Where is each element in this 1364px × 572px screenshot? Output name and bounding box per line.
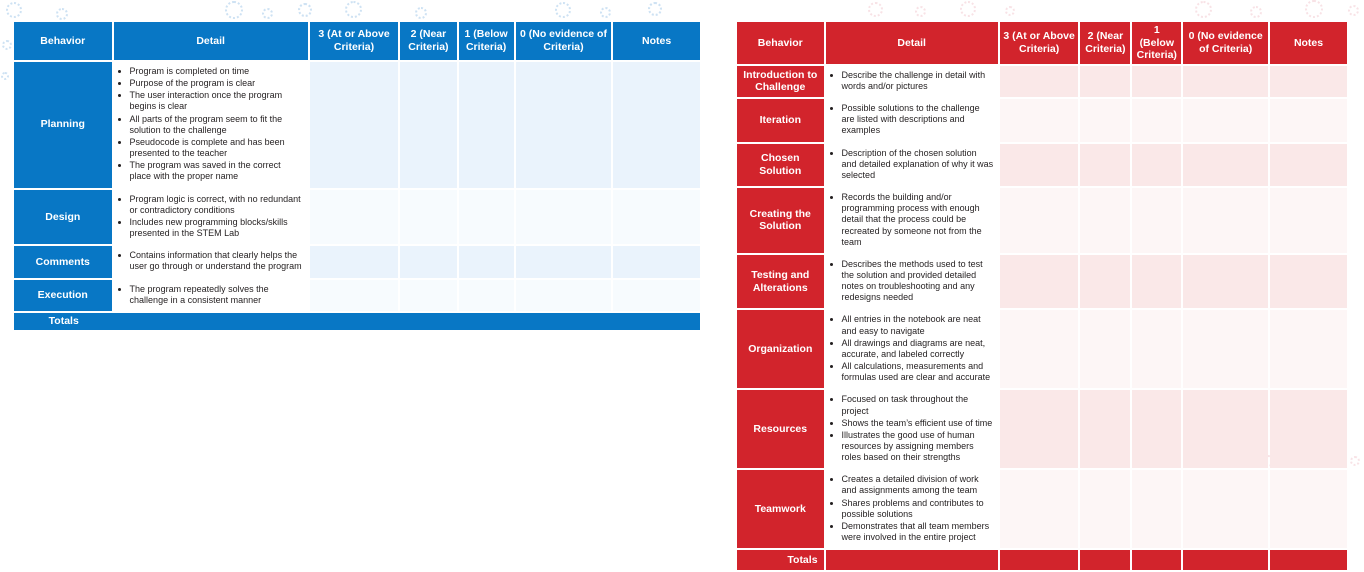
score-0-cell — [1183, 99, 1268, 141]
score-0-cell — [1183, 188, 1268, 253]
table-row-design — [14, 190, 700, 245]
score-1-cell — [1132, 144, 1181, 186]
column-header-score-1: 1 (Below Criteria) — [1132, 22, 1181, 64]
column-header-score-3: 3 (At or Above Criteria) — [1000, 22, 1079, 64]
notes-cell — [613, 62, 700, 188]
score-3-cell — [1000, 144, 1079, 186]
table-row-comments — [14, 246, 700, 277]
detail-bullets: • Focused on task throughout the project • Shows the team’s efficient use of time • Illustrates the good use of human resources by assigning members roles based on their strengths — [826, 390, 998, 468]
table-row-teamwork — [737, 470, 1347, 548]
score-2-cell — [400, 190, 456, 245]
score-3-cell — [310, 280, 399, 311]
column-header-detail: Detail — [826, 22, 998, 64]
score-3-cell — [310, 62, 399, 188]
gear-decoration-icon — [2, 40, 12, 50]
totals-notes-cell — [1270, 550, 1347, 570]
score-0-cell — [516, 246, 612, 277]
detail-cell — [114, 280, 308, 311]
detail-cell — [114, 190, 308, 245]
behavior-cell: Resources — [737, 390, 824, 468]
gear-decoration-icon — [1005, 6, 1015, 16]
gear-decoration-icon — [1195, 1, 1212, 18]
score-3-cell — [1000, 188, 1079, 253]
totals-detail-cell — [826, 550, 998, 570]
detail-bullets: • Describe the challenge in detail with words and/or pictures — [826, 66, 998, 97]
score-1-cell — [1132, 66, 1181, 97]
table-row-resources — [737, 390, 1347, 468]
score-2-cell — [1080, 99, 1130, 141]
score-0-cell — [1183, 310, 1268, 388]
detail-cell — [826, 99, 998, 141]
coding-rubric-table — [14, 22, 700, 330]
detail-cell — [826, 66, 998, 97]
behavior-cell: Introduction to Challenge — [737, 66, 824, 97]
behavior-cell: Comments — [14, 246, 112, 277]
detail-bullets: • Records the building and/or programming process with enough detail that the process could be recreated by someone not from the team — [826, 188, 998, 253]
column-header-notes: Notes — [1270, 22, 1347, 64]
behavior-cell: Testing and Alterations — [737, 255, 824, 309]
column-header-behavior: Behavior — [737, 22, 824, 64]
score-2-cell — [400, 62, 456, 188]
detail-bullets: • Contains information that clearly helps the user go through or understand the program — [114, 246, 308, 277]
score-3-cell — [1000, 99, 1079, 141]
detail-bullets: • Describes the methods used to test the solution and provided detailed notes on troubleshooting and any redesigns needed — [826, 255, 998, 309]
column-header-notes: Notes — [613, 22, 700, 60]
score-2-cell — [1080, 66, 1130, 97]
gear-decoration-icon — [868, 2, 883, 17]
behavior-cell: Iteration — [737, 99, 824, 141]
score-1-cell — [1132, 390, 1181, 468]
score-0-cell — [1183, 390, 1268, 468]
score-0-cell — [1183, 255, 1268, 309]
table-row-execution — [14, 280, 700, 311]
column-header-score-0: 0 (No evidence of Criteria) — [1183, 22, 1268, 64]
notes-cell — [1270, 470, 1347, 548]
score-2-cell — [1080, 255, 1130, 309]
gear-decoration-icon — [1350, 456, 1360, 466]
detail-cell — [826, 390, 998, 468]
detail-cell — [826, 310, 998, 388]
score-0-cell — [1183, 470, 1268, 548]
detail-bullets: • Creates a detailed division of work and assignments among the team • Shares problems and contributes to possible solutions • Demonstrates that all team members were involved in the entire project — [826, 470, 998, 548]
column-header-score-0: 0 (No evidence of Criteria) — [516, 22, 612, 60]
column-header-score-3: 3 (At or Above Criteria) — [310, 22, 399, 60]
detail-cell — [826, 188, 998, 253]
behavior-cell: Creating the Solution — [737, 188, 824, 253]
behavior-cell: Planning — [14, 62, 112, 188]
header-row — [737, 22, 1347, 64]
column-header-score-2: 2 (Near Criteria) — [1080, 22, 1130, 64]
score-0-cell — [516, 62, 612, 188]
score-1-cell — [459, 246, 514, 277]
score-2-cell — [1080, 188, 1130, 253]
score-0-cell — [1183, 66, 1268, 97]
column-header-behavior: Behavior — [14, 22, 112, 60]
notes-cell — [1270, 188, 1347, 253]
gear-decoration-icon — [600, 7, 611, 18]
table-row-organization — [737, 310, 1347, 388]
score-3-cell — [1000, 390, 1079, 468]
score-3-cell — [1000, 470, 1079, 548]
gear-decoration-icon — [415, 7, 427, 19]
score-2-cell — [1080, 390, 1130, 468]
totals-label: Totals — [737, 550, 824, 570]
notes-cell — [1270, 99, 1347, 141]
totals-score-0-cell — [1183, 550, 1268, 570]
detail-bullets: • The program repeatedly solves the challenge in a consistent manner — [114, 280, 308, 311]
score-2-cell — [400, 246, 456, 277]
score-2-cell — [1080, 144, 1130, 186]
score-2-cell — [1080, 470, 1130, 548]
score-0-cell — [516, 190, 612, 245]
totals-label: Totals — [48, 315, 79, 328]
score-1-cell — [1132, 99, 1181, 141]
notes-cell — [1270, 144, 1347, 186]
gear-decoration-icon — [1250, 6, 1262, 18]
score-1-cell — [459, 190, 514, 245]
gear-decoration-icon — [298, 3, 312, 17]
table-row-creating-the-solution — [737, 188, 1347, 253]
score-3-cell — [1000, 255, 1079, 309]
gear-decoration-icon — [262, 8, 273, 19]
gear-decoration-icon — [555, 2, 571, 18]
behavior-cell: Design — [14, 190, 112, 245]
score-2-cell — [1080, 310, 1130, 388]
notes-cell — [1270, 390, 1347, 468]
score-3-cell — [1000, 310, 1079, 388]
notes-cell — [1270, 255, 1347, 309]
gear-decoration-icon — [648, 2, 662, 16]
notes-cell — [613, 190, 700, 245]
gear-decoration-icon — [915, 6, 926, 17]
detail-cell — [826, 144, 998, 186]
notes-cell — [613, 280, 700, 311]
table-row-introduction-to-challenge — [737, 66, 1347, 97]
totals-row — [14, 313, 700, 330]
notes-cell — [1270, 66, 1347, 97]
score-1-cell — [459, 62, 514, 188]
score-0-cell — [516, 280, 612, 311]
score-1-cell — [1132, 470, 1181, 548]
totals-score-2-cell — [1080, 550, 1130, 570]
detail-cell — [114, 62, 308, 188]
notes-cell — [1270, 310, 1347, 388]
behavior-cell: Teamwork — [737, 470, 824, 548]
score-3-cell — [310, 190, 399, 245]
notes-cell — [613, 246, 700, 277]
score-3-cell — [310, 246, 399, 277]
detail-cell — [826, 255, 998, 309]
behavior-cell: Organization — [737, 310, 824, 388]
table-row-iteration — [737, 99, 1347, 141]
table-row-testing-and-alterations — [737, 255, 1347, 309]
gear-decoration-icon — [960, 1, 976, 17]
detail-bullets: • Program logic is correct, with no redundant or contradictory conditions • Includes new programming blocks/skills presented in the STEM Lab — [114, 190, 308, 245]
gear-decoration-icon — [1305, 0, 1323, 18]
score-2-cell — [400, 280, 456, 311]
table-row-chosen-solution — [737, 144, 1347, 186]
totals-row — [737, 550, 1347, 570]
gear-decoration-icon — [1348, 5, 1359, 16]
score-3-cell — [1000, 66, 1079, 97]
score-1-cell — [1132, 310, 1181, 388]
column-header-score-2: 2 (Near Criteria) — [400, 22, 456, 60]
table-row-planning — [14, 62, 700, 188]
detail-bullets: • Possible solutions to the challenge are listed with descriptions and examples — [826, 99, 998, 141]
score-0-cell — [1183, 144, 1268, 186]
detail-bullets: • All entries in the notebook are neat and easy to navigate • All drawings and diagrams are neat, accurate, and labeled correctly • All calculations, measurements and formulas used are clear and accurate — [826, 310, 998, 388]
column-header-score-1: 1 (Below Criteria) — [459, 22, 514, 60]
score-1-cell — [459, 280, 514, 311]
gear-decoration-icon — [1, 72, 9, 80]
totals-score-3-cell — [1000, 550, 1079, 570]
gear-decoration-icon — [6, 2, 22, 18]
detail-cell — [114, 246, 308, 277]
gear-decoration-icon — [56, 8, 68, 20]
detail-bullets: • Program is completed on time • Purpose of the program is clear • The user interaction once the program begins is clear • All parts of the program seem to fit the solution to the challenge • Pseudocode is complete and has been presented to the teacher • The program was saved in the correct place with the proper name — [114, 62, 308, 188]
gear-decoration-icon — [225, 1, 243, 19]
score-1-cell — [1132, 255, 1181, 309]
behavior-cell: Execution — [14, 280, 112, 311]
detail-bullets: • Description of the chosen solution and detailed explanation of why it was selected — [826, 144, 998, 186]
gear-decoration-icon — [345, 1, 362, 18]
score-1-cell — [1132, 188, 1181, 253]
engineering-notebook-rubric-table — [737, 22, 1347, 572]
behavior-cell: Chosen Solution — [737, 144, 824, 186]
detail-cell — [826, 470, 998, 548]
totals-score-1-cell — [1132, 550, 1181, 570]
column-header-detail: Detail — [114, 22, 308, 60]
header-row — [14, 22, 700, 60]
